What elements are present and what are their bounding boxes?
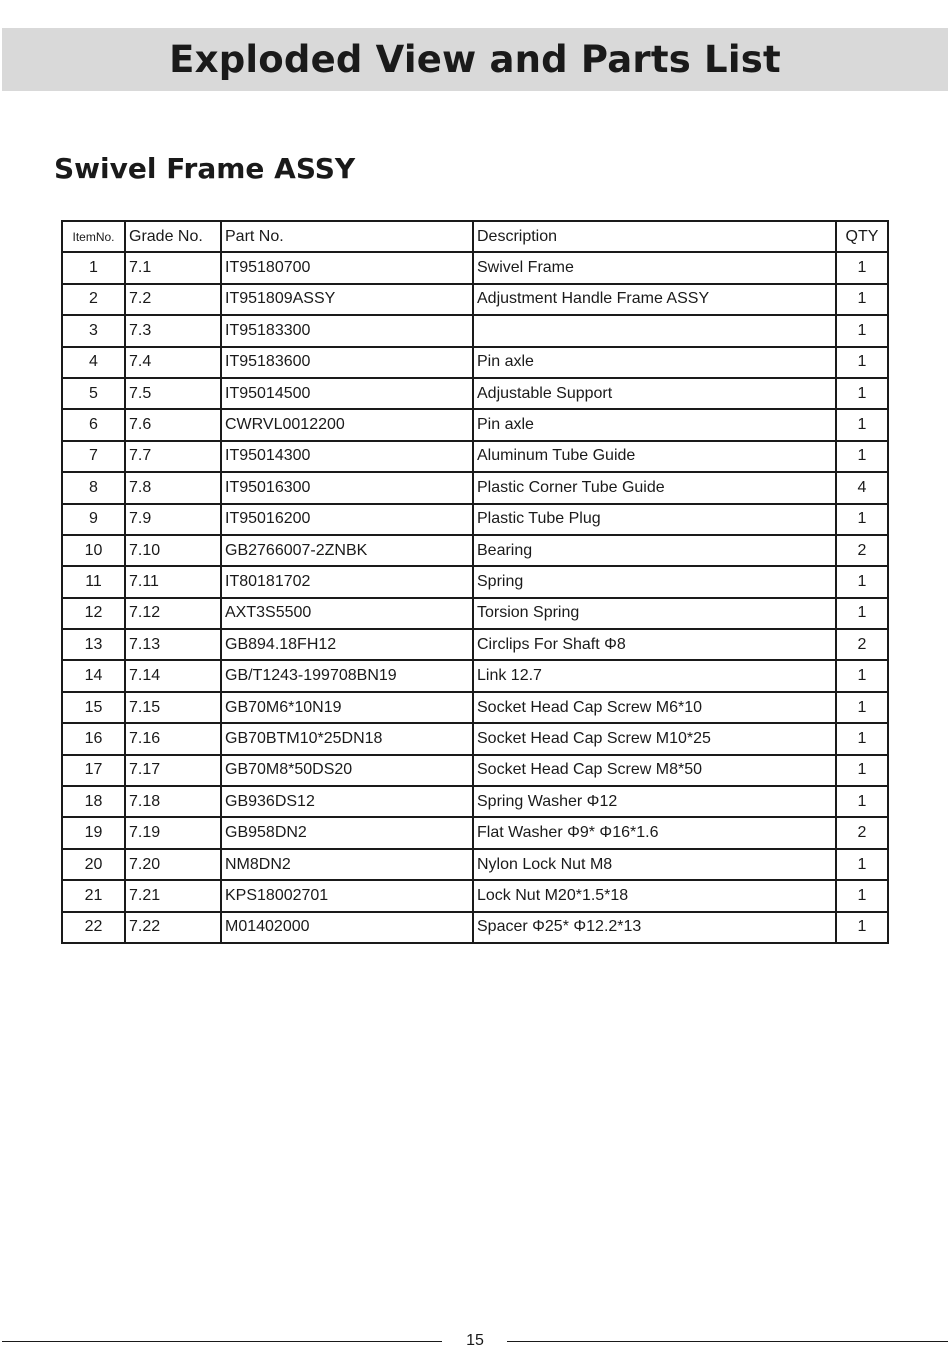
cell-part-no: GB894.18FH12 [221,629,473,660]
cell-description: Lock Nut M20*1.5*18 [473,880,836,911]
cell-description: Spacer Φ25* Φ12.2*13 [473,912,836,943]
cell-qty: 2 [836,817,888,848]
table-row [62,472,888,503]
cell-description: Link 12.7 [473,660,836,691]
cell-grade-no: 7.22 [125,912,221,943]
cell-part-no: AXT3S5500 [221,598,473,629]
cell-qty: 1 [836,315,888,346]
cell-part-no: GB70M6*10N19 [221,692,473,723]
cell-description: Plastic Corner Tube Guide [473,472,836,503]
cell-qty: 1 [836,598,888,629]
page-number: 15 [466,1332,484,1349]
cell-description: Adjustable Support [473,378,836,409]
cell-grade-no: 7.7 [125,441,221,472]
cell-qty: 1 [836,755,888,786]
cell-grade-no: 7.8 [125,472,221,503]
cell-grade-no: 7.11 [125,566,221,597]
table-row [62,284,888,315]
cell-item-no: 1 [62,252,125,283]
cell-item-no: 13 [62,629,125,660]
cell-grade-no: 7.19 [125,817,221,848]
cell-item-no: 12 [62,598,125,629]
cell-part-no: IT951809ASSY [221,284,473,315]
table-row [62,723,888,754]
cell-item-no: 4 [62,347,125,378]
header-grade-no: Grade No. [125,221,221,252]
cell-item-no: 11 [62,566,125,597]
header-item-no: ItemNo. [62,221,125,252]
table-row [62,660,888,691]
cell-part-no: M01402000 [221,912,473,943]
cell-description: Socket Head Cap Screw M8*50 [473,755,836,786]
cell-qty: 1 [836,378,888,409]
header-description: Description [473,221,836,252]
cell-grade-no: 7.4 [125,347,221,378]
cell-part-no: IT80181702 [221,566,473,597]
section-title: Swivel Frame ASSY [54,152,356,185]
cell-description: Circlips For Shaft Φ8 [473,629,836,660]
cell-description: Swivel Frame [473,252,836,283]
cell-qty: 2 [836,535,888,566]
cell-description: Pin axle [473,409,836,440]
cell-part-no: NM8DN2 [221,849,473,880]
table-row [62,566,888,597]
cell-qty: 1 [836,409,888,440]
page-header-banner [2,28,948,91]
cell-item-no: 20 [62,849,125,880]
table-row [62,817,888,848]
cell-description: Nylon Lock Nut M8 [473,849,836,880]
cell-item-no: 21 [62,880,125,911]
cell-qty: 1 [836,849,888,880]
cell-part-no: IT95183300 [221,315,473,346]
cell-part-no: GB70BTM10*25DN18 [221,723,473,754]
cell-qty: 1 [836,880,888,911]
cell-grade-no: 7.16 [125,723,221,754]
cell-part-no: CWRVL0012200 [221,409,473,440]
cell-item-no: 17 [62,755,125,786]
cell-qty: 1 [836,566,888,597]
cell-description [473,315,836,346]
header-qty: QTY [836,221,888,252]
cell-item-no: 5 [62,378,125,409]
cell-description: Spring [473,566,836,597]
table-row [62,692,888,723]
footer-rule-right [507,1341,948,1342]
cell-qty: 1 [836,692,888,723]
cell-item-no: 10 [62,535,125,566]
cell-grade-no: 7.13 [125,629,221,660]
cell-item-no: 2 [62,284,125,315]
cell-description: Bearing [473,535,836,566]
cell-grade-no: 7.9 [125,504,221,535]
cell-qty: 1 [836,347,888,378]
cell-grade-no: 7.14 [125,660,221,691]
cell-grade-no: 7.6 [125,409,221,440]
cell-item-no: 7 [62,441,125,472]
cell-qty: 1 [836,912,888,943]
cell-part-no: GB/T1243-199708BN19 [221,660,473,691]
table-row [62,755,888,786]
header-row [62,221,888,252]
cell-item-no: 6 [62,409,125,440]
footer-rule-left [2,1341,442,1342]
cell-part-no: GB936DS12 [221,786,473,817]
cell-qty: 1 [836,660,888,691]
cell-item-no: 14 [62,660,125,691]
cell-part-no: KPS18002701 [221,880,473,911]
table-row [62,912,888,943]
cell-item-no: 22 [62,912,125,943]
cell-item-no: 3 [62,315,125,346]
table-row [62,598,888,629]
cell-qty: 4 [836,472,888,503]
cell-qty: 1 [836,786,888,817]
table-row [62,880,888,911]
table-row [62,535,888,566]
parts-table-header [62,221,888,252]
cell-description: Aluminum Tube Guide [473,441,836,472]
cell-grade-no: 7.1 [125,252,221,283]
table-row [62,786,888,817]
cell-part-no: IT95016300 [221,472,473,503]
cell-grade-no: 7.10 [125,535,221,566]
cell-qty: 1 [836,284,888,315]
cell-grade-no: 7.20 [125,849,221,880]
cell-description: Socket Head Cap Screw M6*10 [473,692,836,723]
cell-part-no: GB958DN2 [221,817,473,848]
cell-grade-no: 7.2 [125,284,221,315]
cell-description: Spring Washer Φ12 [473,786,836,817]
cell-description: Flat Washer Φ9* Φ16*1.6 [473,817,836,848]
cell-item-no: 9 [62,504,125,535]
cell-grade-no: 7.5 [125,378,221,409]
cell-part-no: GB70M8*50DS20 [221,755,473,786]
page-title: Exploded View and Parts List [169,38,781,81]
table-row [62,252,888,283]
table-row [62,629,888,660]
cell-item-no: 19 [62,817,125,848]
table-row [62,378,888,409]
cell-description: Plastic Tube Plug [473,504,836,535]
table-row [62,315,888,346]
table-row [62,409,888,440]
cell-description: Pin axle [473,347,836,378]
cell-part-no: IT95183600 [221,347,473,378]
cell-qty: 2 [836,629,888,660]
cell-qty: 1 [836,723,888,754]
cell-description: Socket Head Cap Screw M10*25 [473,723,836,754]
table-row [62,504,888,535]
cell-grade-no: 7.15 [125,692,221,723]
table-row [62,849,888,880]
cell-qty: 1 [836,441,888,472]
cell-part-no: GB2766007-2ZNBK [221,535,473,566]
parts-table-body [62,252,888,943]
table-row [62,347,888,378]
cell-part-no: IT95016200 [221,504,473,535]
cell-grade-no: 7.3 [125,315,221,346]
cell-description: Adjustment Handle Frame ASSY [473,284,836,315]
cell-item-no: 8 [62,472,125,503]
cell-grade-no: 7.18 [125,786,221,817]
cell-grade-no: 7.21 [125,880,221,911]
cell-description: Torsion Spring [473,598,836,629]
cell-item-no: 16 [62,723,125,754]
cell-part-no: IT95014300 [221,441,473,472]
cell-grade-no: 7.12 [125,598,221,629]
cell-part-no: IT95014500 [221,378,473,409]
cell-item-no: 18 [62,786,125,817]
header-part-no: Part No. [221,221,473,252]
cell-qty: 1 [836,504,888,535]
cell-part-no: IT95180700 [221,252,473,283]
cell-grade-no: 7.17 [125,755,221,786]
cell-qty: 1 [836,252,888,283]
table-row [62,441,888,472]
parts-list-table [61,220,889,944]
cell-item-no: 15 [62,692,125,723]
